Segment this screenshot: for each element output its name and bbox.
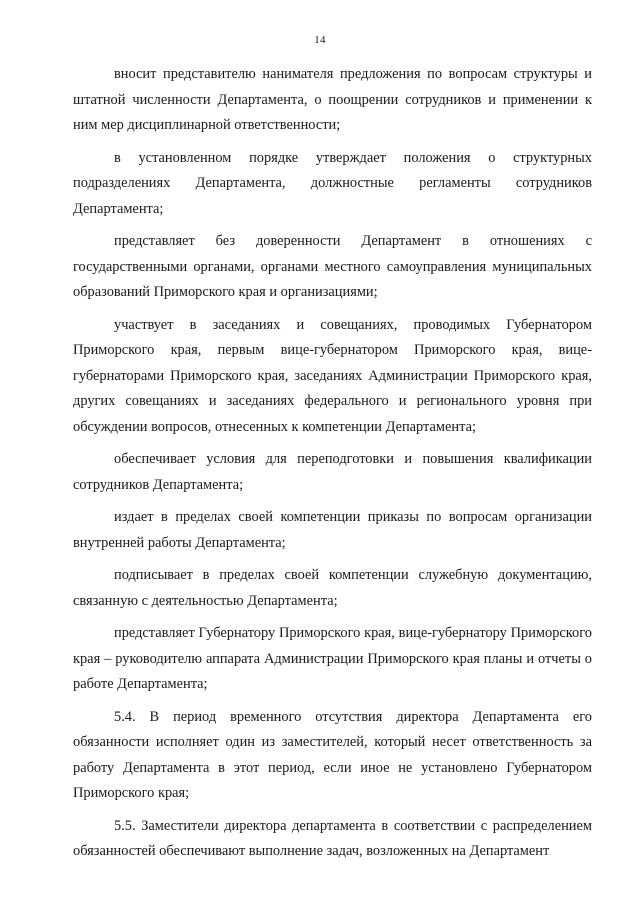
paragraph: обеспечивает условия для переподготовки и повышения квалификации сотрудников Департамента; <box>73 451 592 493</box>
paragraph: участвует в заседаниях и совещаниях, проводимых Губернатором Приморского края, первым вице-губернатором Приморского края, вице-губернаторами Приморского края, заседаниях Администрации Приморского края, других совещаниях и заседаниях федерального и регионального уровня при обсуждении вопросов, отнесенных к компетенции Департамента; <box>73 316 592 435</box>
paragraph: в установленном порядке утверждает положения о структурных подразделениях Департамента, должностные регламенты сотрудников Департамента; <box>73 149 592 217</box>
paragraph: представляет без доверенности Департамент в отношениях с государственными органами, органами местного самоуправления муниципальных образований Приморского края и организациями; <box>73 233 592 300</box>
paragraph: издает в пределах своей компетенции приказы по вопросам организации внутренней работы Департамента; <box>73 509 592 551</box>
paragraph: представляет Губернатору Приморского края, вице-губернатору Приморского края – руководителю аппарата Администрации Приморского края планы и отчеты о работе Департамента; <box>73 625 592 692</box>
page-number: 14 <box>314 34 326 46</box>
paragraph: 5.4. В период временного отсутствия директора Департамента его обязанности исполняет один из заместителей, который несет ответственность за работу Департамента в этот период, если иное не установлено Губернатором Приморского края; <box>73 708 592 801</box>
paragraph: вносит представителю нанимателя предложения по вопросам структуры и штатной численности Департамента, о поощрении сотрудников и применении к ним мер дисциплинарной ответственности; <box>73 66 592 133</box>
document-body <box>73 62 592 872</box>
paragraph: 5.5. Заместители директора департамента в соответствии с распределением обязанностей обеспечивают выполнение задач, возложенных на Департамент <box>73 817 592 859</box>
paragraph: подписывает в пределах своей компетенции служебную документацию, связанную с деятельностью Департамента; <box>73 567 592 609</box>
